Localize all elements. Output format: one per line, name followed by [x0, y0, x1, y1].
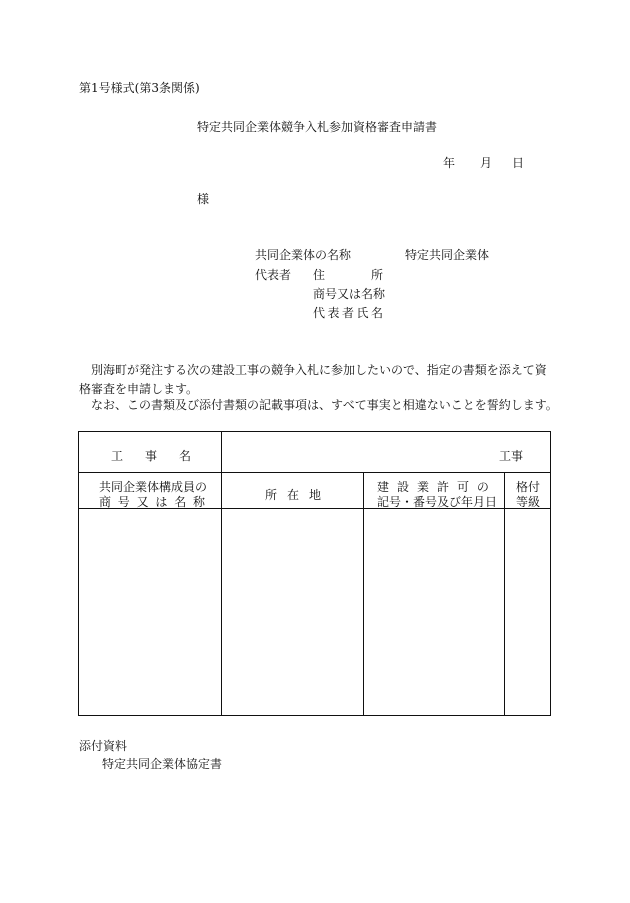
header-char: 又 [136, 495, 149, 509]
header-char: 号 [117, 495, 130, 509]
date-month-label: 月 [480, 156, 493, 170]
header-char: 商 [99, 495, 112, 509]
header-char: 可 [456, 480, 469, 494]
header-char: の [476, 480, 489, 494]
table-rule [221, 432, 222, 715]
project-name-label [111, 447, 191, 464]
jv-name-label: 共同企業体の名称 [255, 248, 352, 262]
oath-statement: なお、この書類及び添付書類の記載事項は、すべて事実と相違ないことを誓約します。 [91, 398, 558, 412]
date-year-label: 年 [443, 156, 456, 170]
representative-label: 代表者 [255, 268, 292, 282]
license-header-line2: 記号・番号及び年月日 [377, 495, 498, 509]
rep-name-char: 代 [313, 306, 326, 320]
header-char: 名 [174, 495, 187, 509]
document-title: 特定共同企業体競争入札参加資格審査申請書 [197, 120, 438, 134]
members-table [78, 431, 551, 716]
addressee-suffix: 様 [197, 192, 210, 206]
header-char: 在 [286, 488, 299, 502]
table-rule [504, 472, 505, 715]
header-char: 建 [377, 480, 390, 494]
table-rule [79, 472, 550, 473]
date-day-label: 日 [512, 156, 525, 170]
location-header [265, 486, 321, 503]
rep-name-char: 名 [370, 306, 383, 320]
table-rule [363, 472, 364, 715]
trade-name-label: 商号又は名称 [313, 287, 386, 301]
rep-name-char: 氏 [356, 306, 369, 320]
rep-name-char: 表 [327, 306, 340, 320]
header-char: 許 [436, 480, 449, 494]
member-name-header-line1: 共同企業体構成員の [99, 480, 208, 494]
header-char: 所 [265, 488, 278, 502]
address-label-char: 住 [313, 268, 326, 282]
project-name-char: 事 [144, 449, 157, 463]
rep-name-char: 者 [341, 306, 354, 320]
header-char: 称 [192, 495, 205, 509]
header-char: 地 [308, 488, 321, 502]
attachment-item: 特定共同企業体協定書 [102, 757, 223, 771]
attachments-title: 添付資料 [79, 739, 128, 753]
header-char: 設 [396, 480, 409, 494]
project-name-char: 工 [111, 449, 124, 463]
jv-name-value: 特定共同企業体 [405, 248, 490, 262]
header-char: 業 [416, 480, 429, 494]
application-statement: 別海町が発注する次の建設工事の競争入札に参加したいので、指定の書類を添えて資格審査を申請します。 [79, 363, 547, 396]
rank-header-line2: 等級 [516, 495, 541, 509]
member-name-header-line2 [99, 493, 205, 510]
address-label-char: 所 [370, 268, 383, 282]
project-name-char: 名 [178, 449, 191, 463]
form-number: 第1号様式(第3条関係) [79, 81, 200, 95]
project-name-suffix: 工事 [499, 449, 524, 463]
rank-header-line1: 格付 [516, 480, 541, 494]
representative-name-label [313, 307, 383, 319]
address-label [313, 269, 383, 281]
header-char: は [155, 495, 168, 509]
